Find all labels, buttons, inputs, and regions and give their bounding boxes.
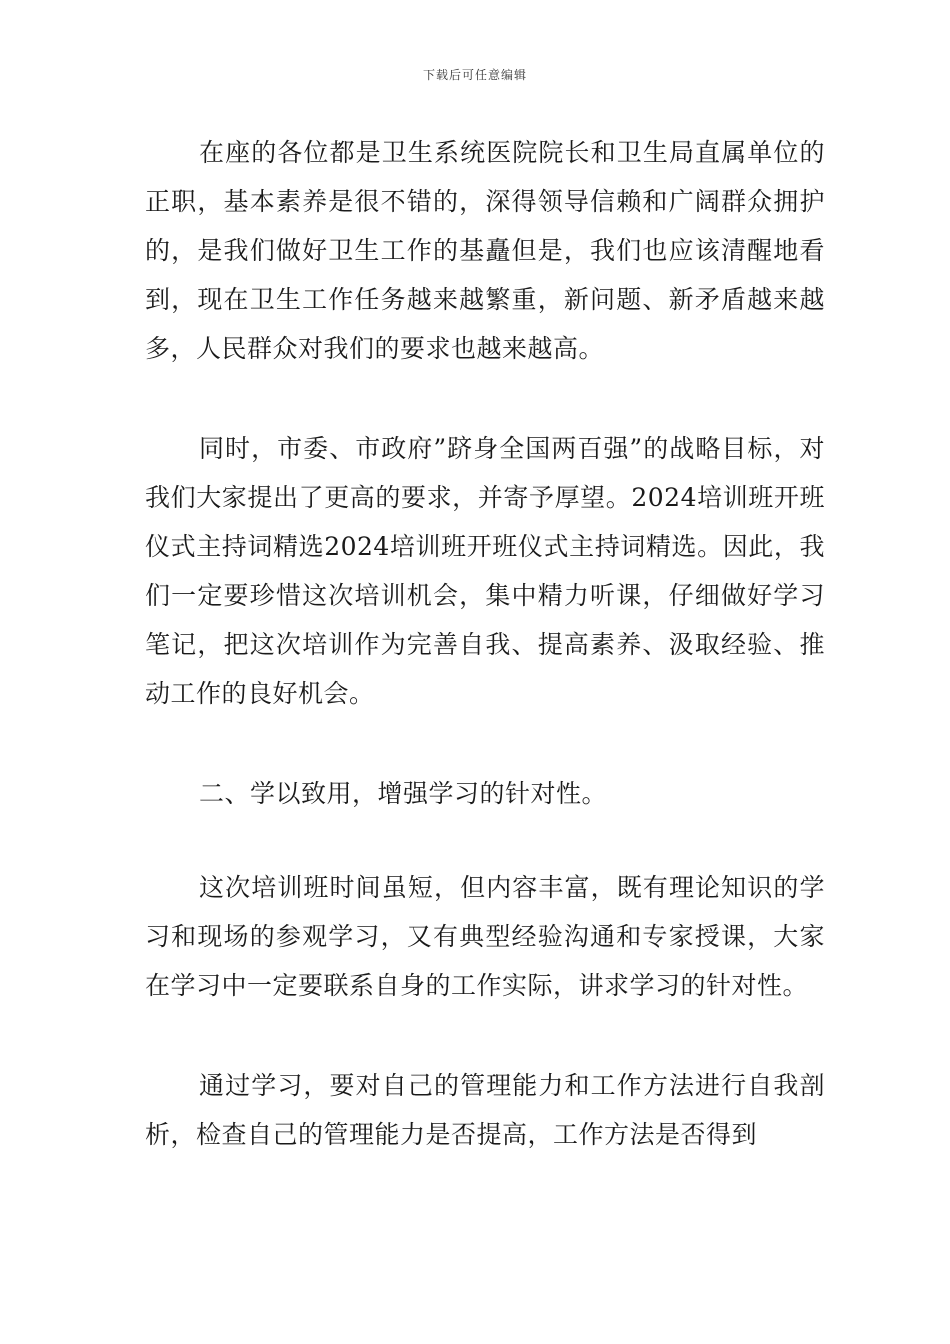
section-heading: 二、学以致用，增强学习的针对性。 [199,779,608,808]
document-body [145,128,825,1210]
header-note: 下载后可任意编辑 [422,68,527,82]
paragraph-3: 这次培训班时间虽短，但内容丰富，既有理论知识的学习和现场的参观学习，又有典型经验沟通和专家授课，大家在学习中一定要联系自身的工作实际，讲求学习的针对性。 [145,873,825,1000]
paragraph-2: 同时，市委、市政府”跻身全国两百强”的战略目标，对我们大家提出了更高的要求，并寄予厚望。2024培训班开班仪式主持词精选2024培训班开班仪式主持词精选。因此，我们一定要珍惜这次培训机会，集中精力听课，仔细做好学习笔记，把这次培训作为完善自我、提高素养、汲取经验、推动工作的良好机会。 [145,434,825,708]
paragraph-1: 在座的各位都是卫生系统医院院长和卫生局直属单位的正职，基本素养是很不错的，深得领导信赖和广阔群众拥护的，是我们做好卫生工作的基矗但是，我们也应该清醒地看到，现在卫生工作任务越来越繁重，新问题、新矛盾越来越多，人民群众对我们的要求也越来越高。 [145,138,825,363]
paragraph-4: 通过学习，要对自己的管理能力和工作方法进行自我剖析，检查自己的管理能力是否提高，工作方法是否得到 [145,1071,825,1149]
